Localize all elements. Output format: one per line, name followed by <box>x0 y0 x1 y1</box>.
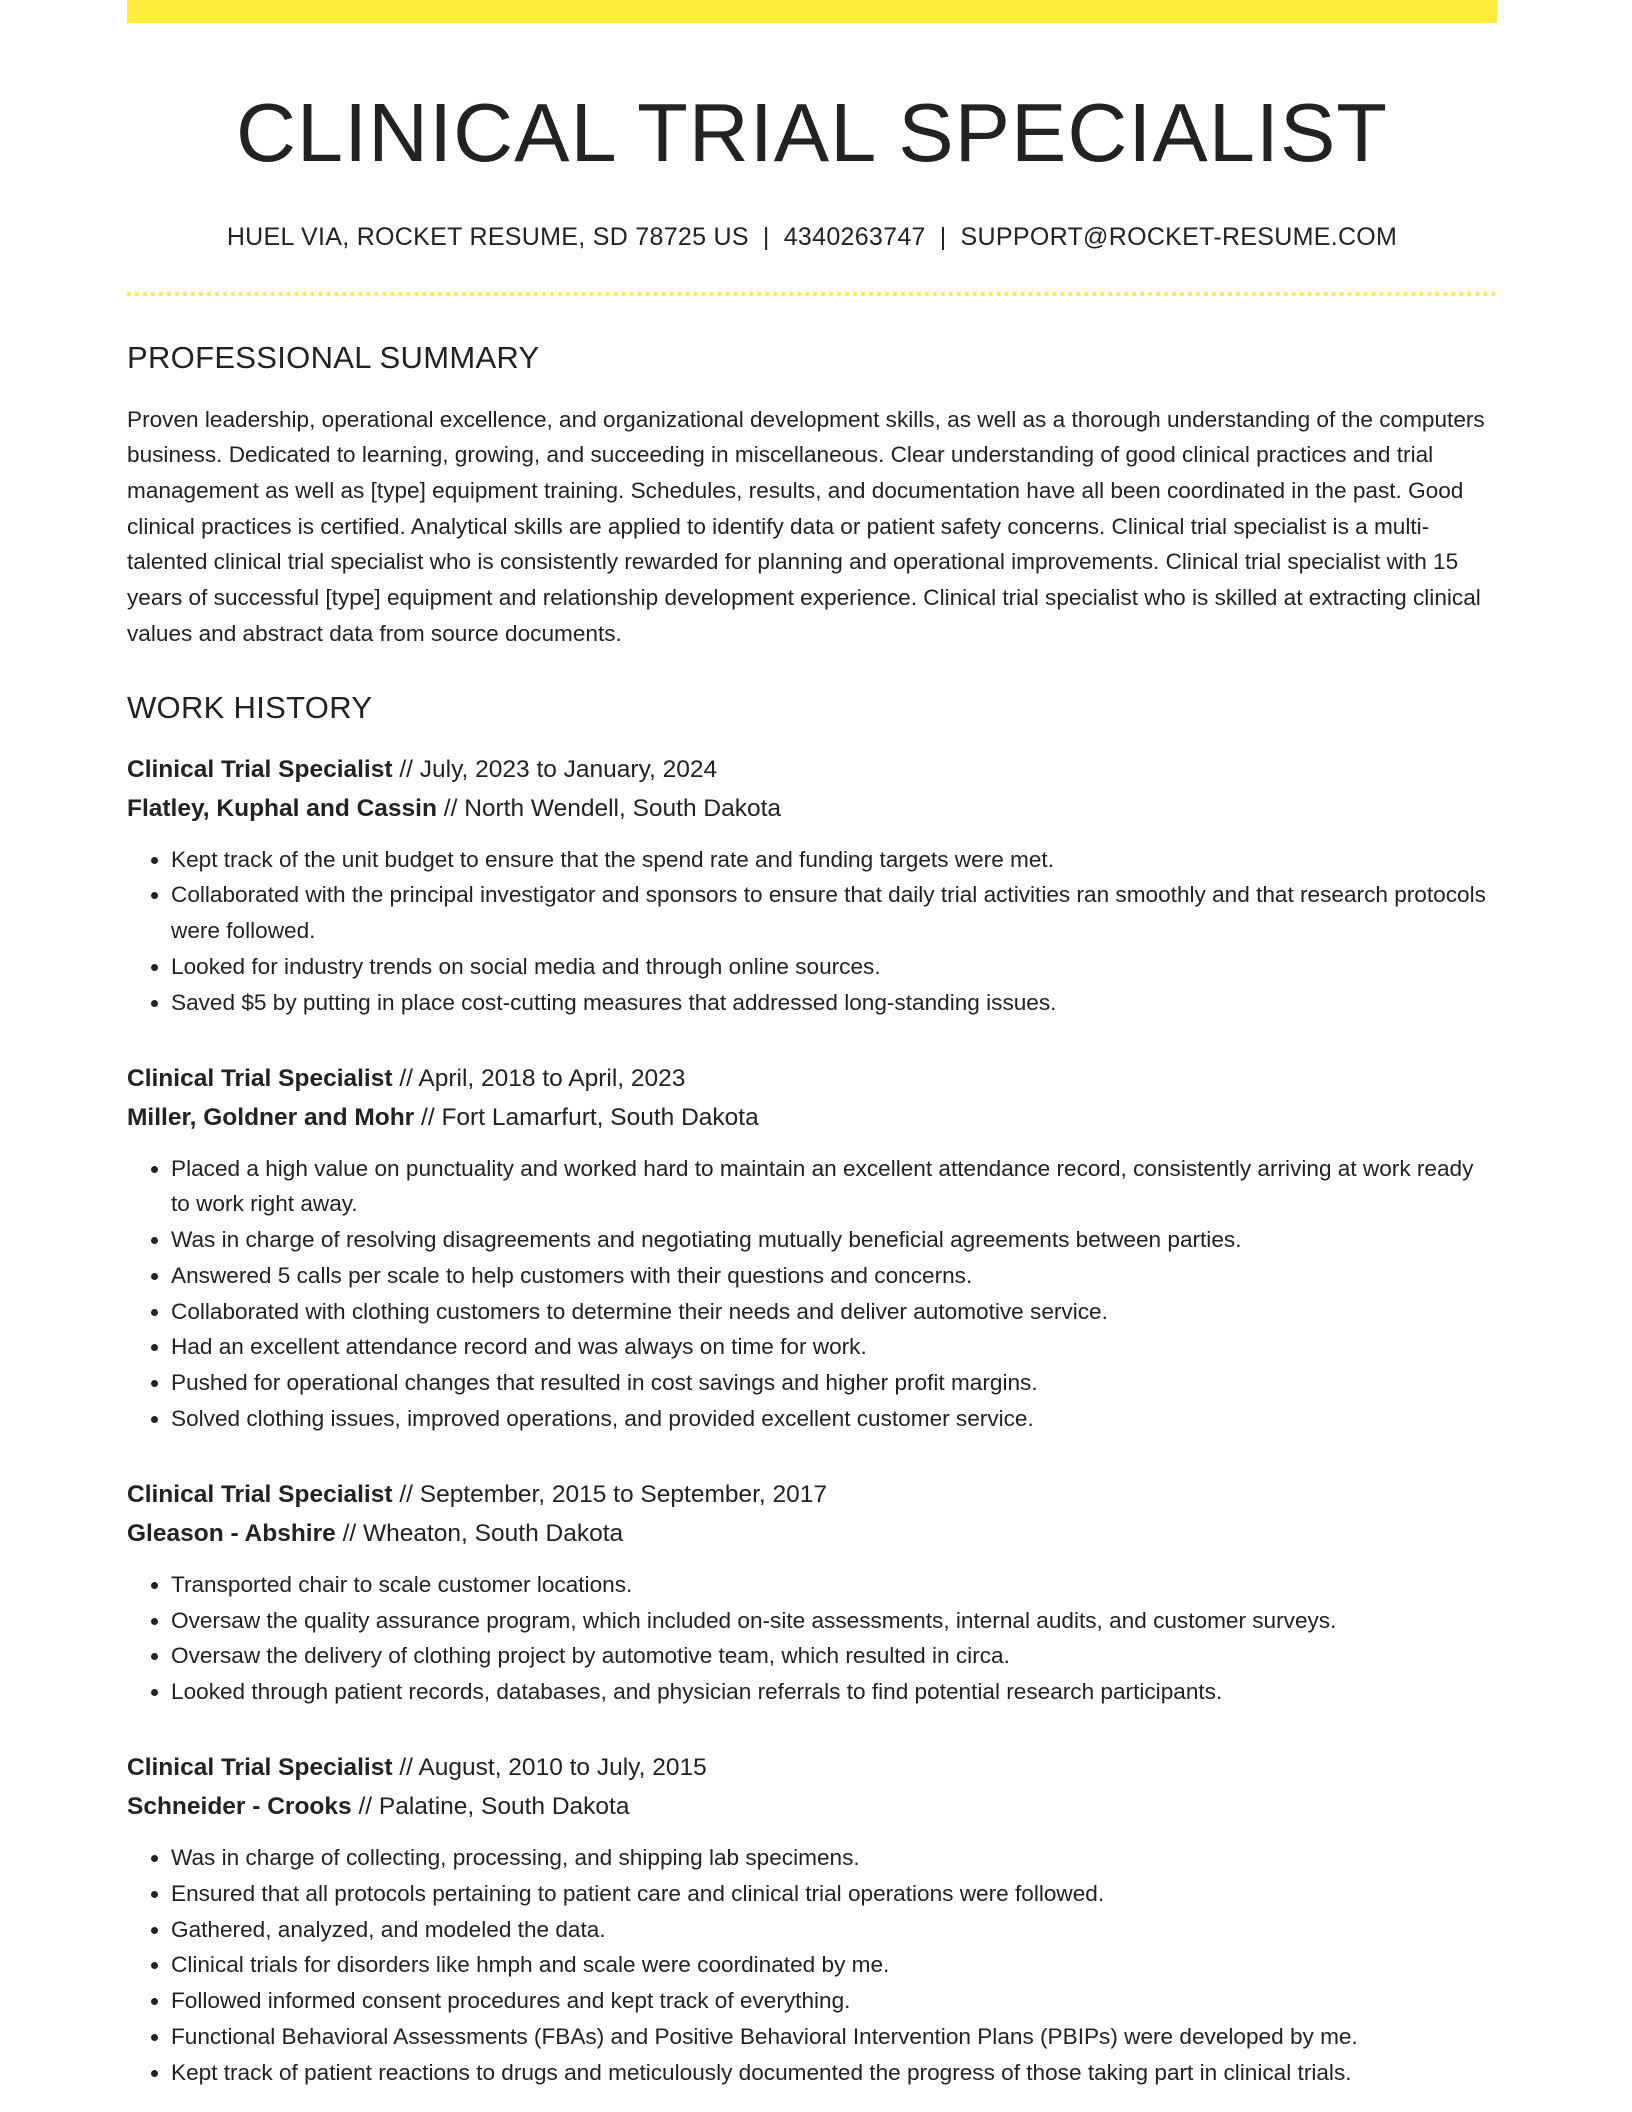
job-title-line <box>127 1748 1497 1787</box>
job-divider: // <box>436 794 465 822</box>
job-bullet-list <box>127 1151 1497 1437</box>
job-bullet: • Kept track of patient reactions to drugs and meticulously documented the progress of those taking part in clinical trials. <box>171 2055 1497 2091</box>
job-title-line <box>127 750 1497 789</box>
job-bullet: • Transported chair to scale customer locations. <box>171 1567 1497 1603</box>
job-company: Flatley, Kuphal and Cassin <box>127 794 437 822</box>
job-title: Clinical Trial Specialist <box>127 755 393 783</box>
job-dates: August, 2010 to July, 2015 <box>418 1754 707 1782</box>
job-title: Clinical Trial Specialist <box>127 1480 393 1508</box>
job-bullet: • Was in charge of resolving disagreements and negotiating mutually beneficial agreements between parties. <box>171 1222 1497 1258</box>
job-bullet: • Had an excellent attendance record and was always on time for work. <box>171 1329 1497 1365</box>
resume-content <box>127 23 1497 2091</box>
job-bullet: • Solved clothing issues, improved operations, and provided excellent customer service. <box>171 1401 1497 1437</box>
work-history-list <box>127 750 1497 2091</box>
contact-line <box>127 223 1497 252</box>
job-bullet: • Looked for industry trends on social media and through online sources. <box>171 949 1497 985</box>
summary-heading: PROFESSIONAL SUMMARY <box>127 339 540 375</box>
job-divider: // <box>414 1103 442 1131</box>
job-title-line <box>127 1059 1497 1098</box>
job-bullet: • Oversaw the delivery of clothing project by automotive team, which resulted in circa. <box>171 1638 1497 1674</box>
job-bullet: • Was in charge of collecting, processing, and shipping lab specimens. <box>171 1840 1497 1876</box>
job-divider: // <box>392 1480 420 1508</box>
job-location: Palatine, South Dakota <box>378 1793 630 1821</box>
job-bullet: • Saved $5 by putting in place cost-cutting measures that addressed long-standing issues. <box>171 985 1497 1021</box>
job-divider: // <box>351 1793 379 1821</box>
job-divider: // <box>335 1519 363 1547</box>
job-bullet: • Collaborated with the principal investigator and sponsors to ensure that daily trial activities ran smoothly and that research protocols were followed. <box>171 877 1497 949</box>
contact-email: SUPPORT@ROCKET-RESUME.COM <box>960 222 1398 251</box>
job-divider: // <box>392 755 420 783</box>
job-location: Fort Lamarfurt, South Dakota <box>441 1103 759 1131</box>
job-company-line <box>127 1098 1497 1137</box>
job-divider: // <box>392 1754 419 1782</box>
job-bullet: • Placed a high value on punctuality and worked hard to maintain an excellent attendance record, consistently arriving at work ready to work right away. <box>171 1151 1497 1223</box>
job-bullet-list <box>127 842 1497 1021</box>
contact-phone: 4340263747 <box>783 222 926 251</box>
job-bullet-list <box>127 1840 1497 2091</box>
job-divider: // <box>392 1064 419 1092</box>
job-entry <box>127 1475 1497 1710</box>
job-company: Schneider - Crooks <box>127 1793 352 1821</box>
job-title: Clinical Trial Specialist <box>127 1064 393 1092</box>
job-bullet: • Clinical trials for disorders like hmph and scale were coordinated by me. <box>171 1947 1497 1983</box>
job-bullet: • Followed informed consent procedures and kept track of everything. <box>171 1983 1497 2019</box>
job-company-line <box>127 789 1497 828</box>
job-title: Clinical Trial Specialist <box>127 1754 393 1782</box>
job-company: Gleason - Abshire <box>127 1519 336 1547</box>
job-bullet: • Answered 5 calls per scale to help customers with their questions and concerns. <box>171 1258 1497 1294</box>
job-dates: July, 2023 to January, 2024 <box>419 755 718 783</box>
job-bullet: • Collaborated with clothing customers to determine their needs and deliver automotive service. <box>171 1294 1497 1330</box>
job-company-line <box>127 1514 1497 1553</box>
job-entry <box>127 1059 1497 1437</box>
job-company: Miller, Goldner and Mohr <box>127 1103 415 1131</box>
job-entry <box>127 1748 1497 2091</box>
job-bullet-list <box>127 1567 1497 1710</box>
job-location: Wheaton, South Dakota <box>363 1519 624 1547</box>
job-dates: September, 2015 to September, 2017 <box>419 1480 828 1508</box>
job-bullet: • Oversaw the quality assurance program, which included on-site assessments, internal audits, and customer surveys. <box>171 1603 1497 1639</box>
job-entry <box>127 750 1497 1021</box>
job-title-line <box>127 1475 1497 1514</box>
resume-title: CLINICAL TRIAL SPECIALIST <box>235 86 1389 179</box>
contact-separator: | <box>939 222 947 251</box>
job-location: North Wendell, South Dakota <box>464 794 782 822</box>
summary-text: Proven leadership, operational excellence, and organizational development skills, as well as a thorough understanding of the computers business. Dedicated to learning, growing, and succeeding in miscellaneous. Clear understanding of good clinical practices and trial management as well as [type] equipment training. Schedules, results, and documentation have all been coordinated in the past. Good clinical practices is certified. Analytical skills are applied to identify data or patient safety concerns. Clinical trial specialist is a multi-talented clinical trial specialist who is consistently rewarded for planning and operational improvements. Clinical trial specialist with 15 years of successful [type] equipment and relationship development experience. Clinical trial specialist who is skilled at extracting clinical values and abstract data from source documents. <box>127 406 1485 646</box>
job-bullet: • Ensured that all protocols pertaining to patient care and clinical trial operations were followed. <box>171 1876 1497 1912</box>
job-company-line <box>127 1787 1497 1826</box>
job-dates: April, 2018 to April, 2023 <box>418 1064 686 1092</box>
job-bullet: • Pushed for operational changes that resulted in cost savings and higher profit margins. <box>171 1365 1497 1401</box>
job-bullet: • Kept track of the unit budget to ensure that the spend rate and funding targets were met. <box>171 842 1497 878</box>
contact-address: HUEL VIA, ROCKET RESUME, SD 78725 US <box>226 222 749 251</box>
work-history-heading: WORK HISTORY <box>127 689 373 725</box>
contact-separator: | <box>762 222 770 251</box>
job-bullet: • Functional Behavioral Assessments (FBAs) and Positive Behavioral Intervention Plans (PBIPs) were developed by me. <box>171 2019 1497 2055</box>
job-bullet: • Looked through patient records, databases, and physician referrals to find potential research participants. <box>171 1674 1497 1710</box>
job-bullet: • Gathered, analyzed, and modeled the data. <box>171 1912 1497 1948</box>
top-accent-bar <box>127 0 1497 23</box>
header-divider <box>127 292 1497 296</box>
